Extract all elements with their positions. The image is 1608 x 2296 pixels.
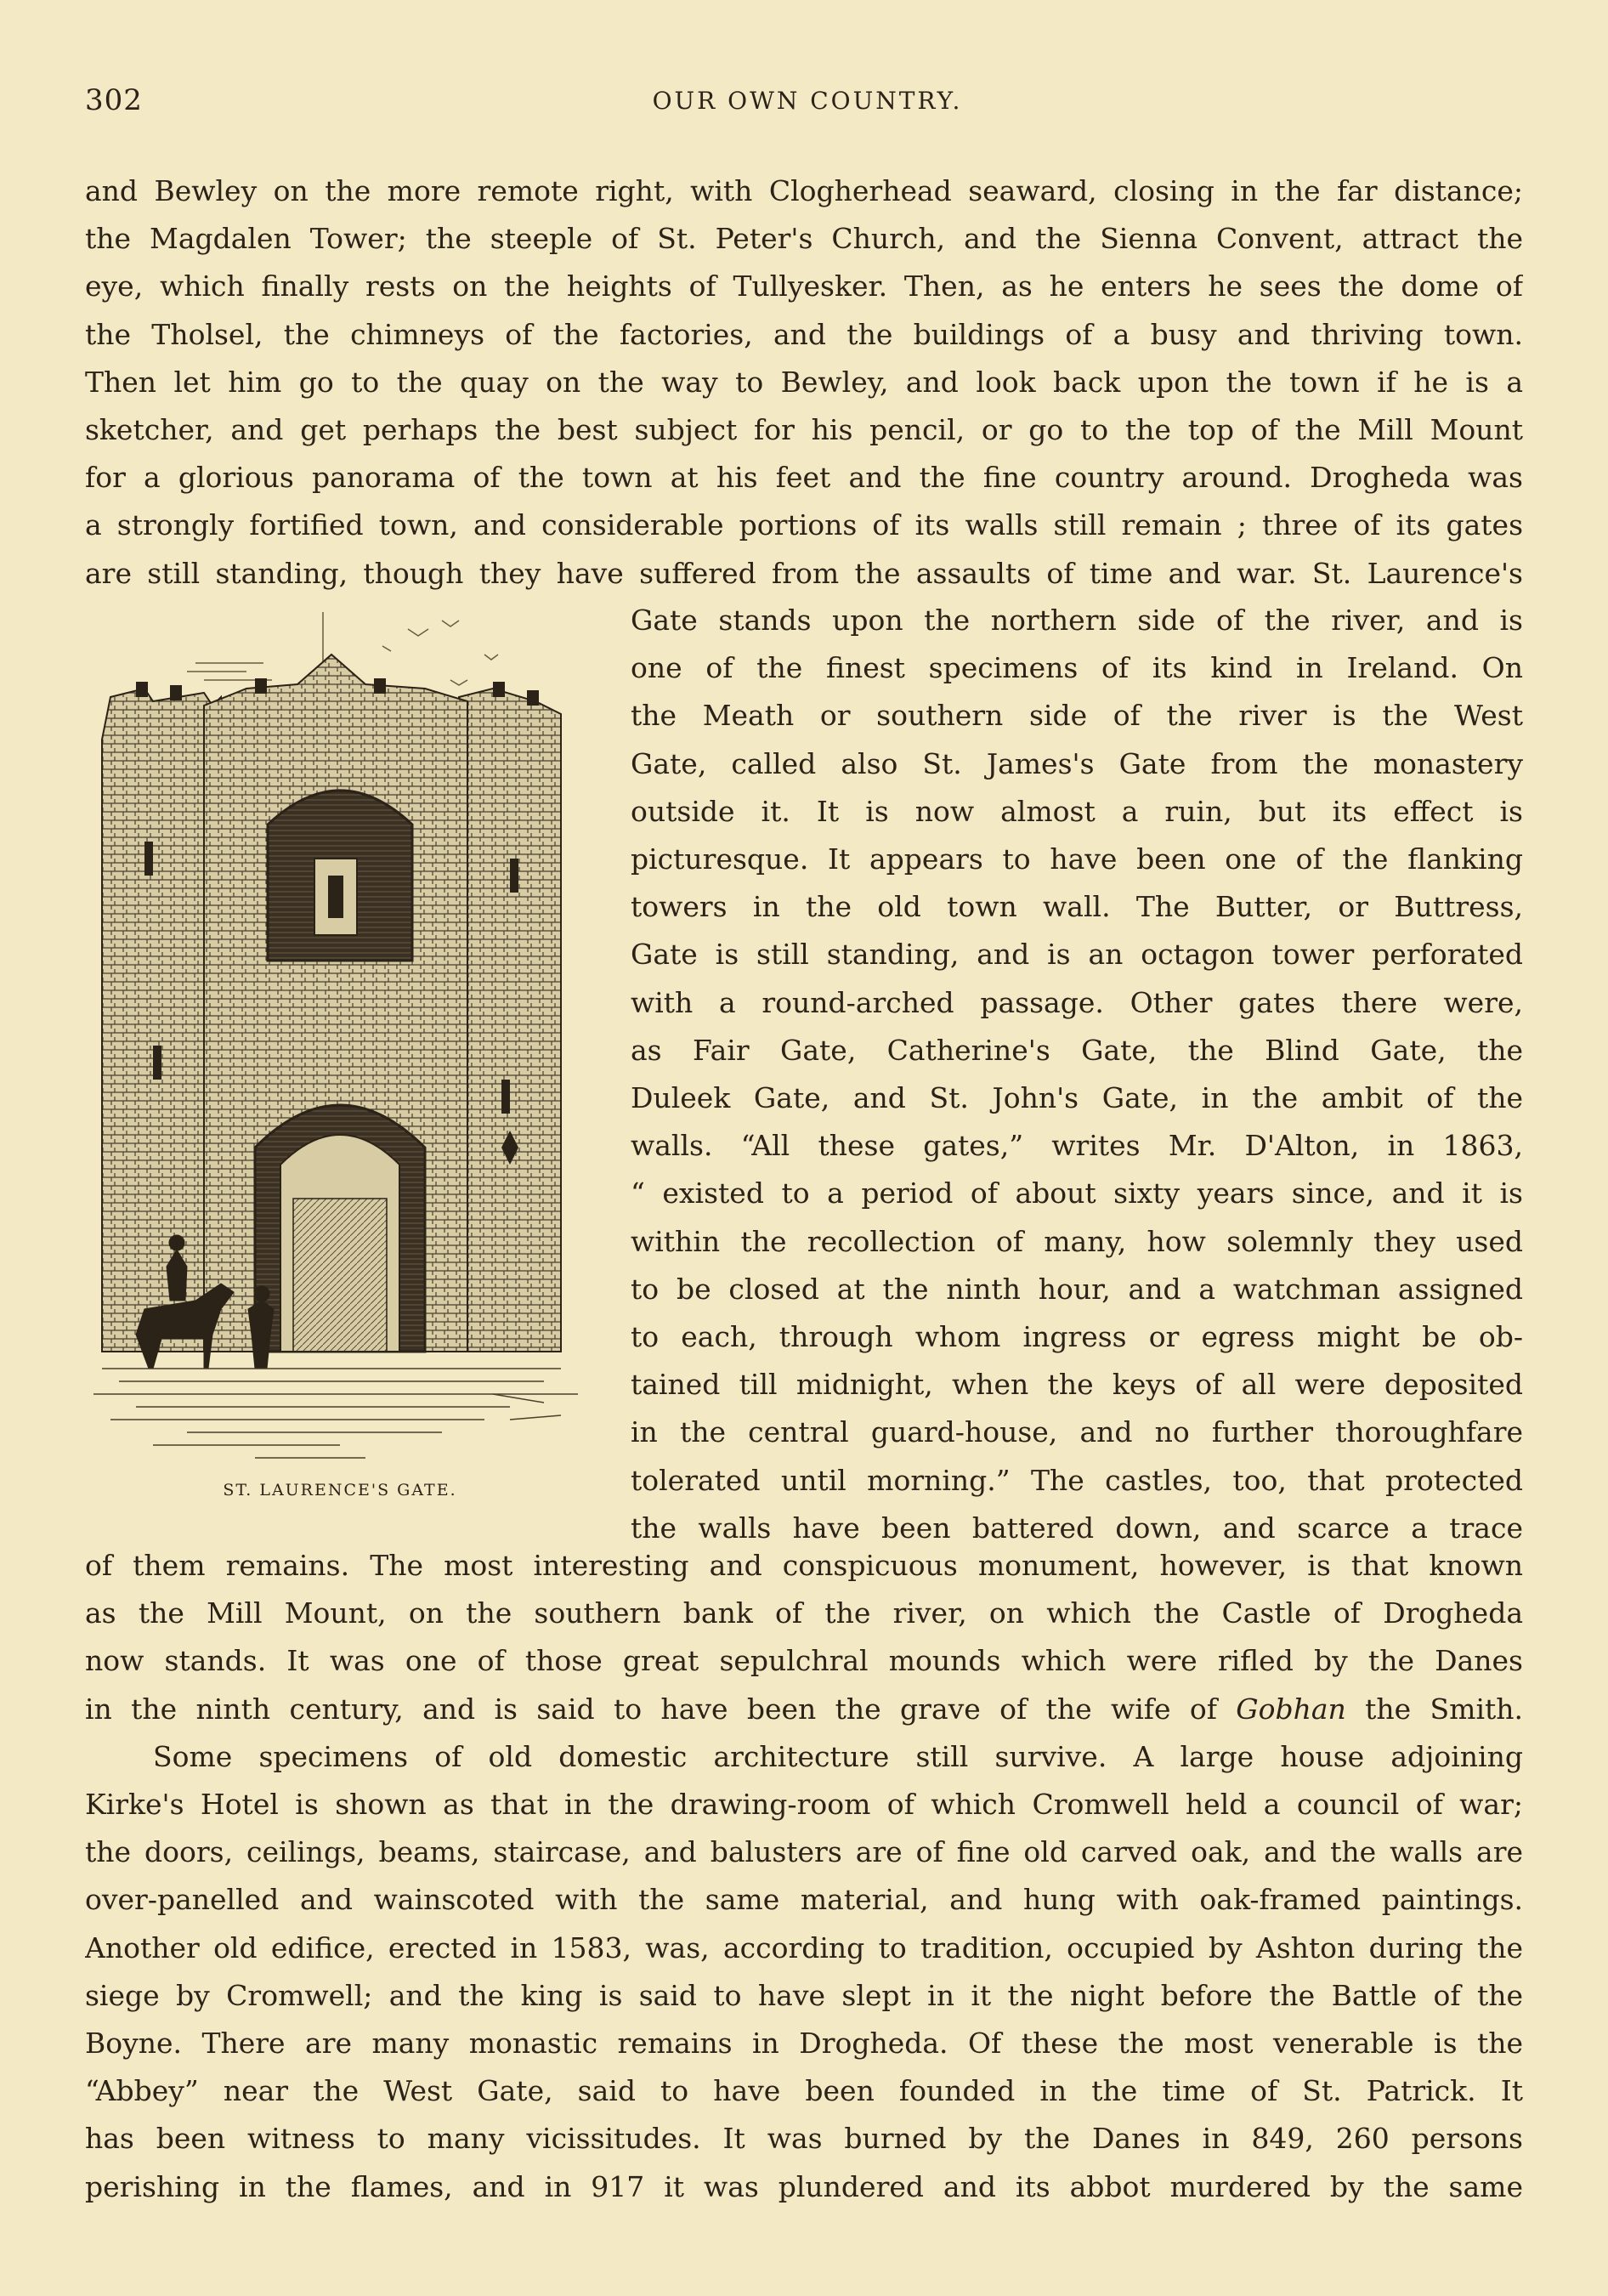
paragraph-side [631, 597, 1523, 1552]
text-line: Duleek Gate, and St. John's Gate, in the ambit of the [631, 1081, 1523, 1115]
text-line: Some specimens of old domestic architecture still survive. A large house adjoining [153, 1739, 1523, 1773]
text-line: walls. “All these gates,” writes Mr. D'Alton, in 1863, [631, 1129, 1523, 1163]
text-line: Gate, called also St. James's Gate from the monastery [631, 746, 1523, 780]
text-line: Then let him go to the quay on the way to Bewley, and look back upon the town if he is a [85, 365, 1523, 399]
text-line: the doors, ceilings, beams, staircase, and balusters are of fine old carved oak, and the walls are [85, 1835, 1523, 1869]
text-line: outside it. It is now almost a ruin, but its effect is [631, 794, 1523, 828]
text-line: one of the finest specimens of its kind in Ireland. On [631, 651, 1523, 685]
figure-caption: ST. LAURENCE'S GATE. [223, 1481, 457, 1499]
text-line: the Magdalen Tower; the steeple of St. Peter's Church, and the Sienna Convent, attract the [85, 222, 1523, 256]
text-line: of them remains. The most interesting and conspicuous monument, however, is that known [85, 1549, 1523, 1582]
text-line: the Meath or southern side of the river is the West [631, 699, 1523, 733]
page-number: 302 [85, 83, 143, 117]
text-line: to be closed at the ninth hour, and a watchman assigned [631, 1272, 1523, 1306]
text-line: with a round-arched passage. Other gates there were, [631, 985, 1523, 1019]
text-line: Kirke's Hotel is shown as that in the drawing-room of which Cromwell held a council of war; [85, 1788, 1523, 1822]
text-line: “Abbey” near the West Gate, said to have been founded in the time of St. Patrick. It [85, 2074, 1523, 2108]
text-line: has been witness to many vicissitudes. It was burned by the Danes in 849, 260 persons [85, 2122, 1523, 2156]
paragraph-bottom [85, 1542, 1523, 2211]
text-line: and Bewley on the more remote right, with Clogherhead seaward, closing in the far distance; [85, 174, 1523, 207]
text-line: towers in the old town wall. The Butter, or Buttress, [631, 890, 1523, 924]
text-line: as the Mill Mount, on the southern bank of the river, on which the Castle of Drogheda [85, 1596, 1523, 1630]
text-line: for a glorious panorama of the town at his feet and the fine country around. Drogheda was [85, 461, 1523, 495]
text-fragment: in the ninth century, and is said to have been the grave of the wife of [85, 1692, 1237, 1726]
text-line: Boyne. There are many monastic remains in Drogheda. Of these the most venerable is the [85, 2027, 1523, 2061]
gate-illustration [85, 604, 595, 1471]
text-line: eye, which finally rests on the heights of Tullyesker. Then, as he enters he sees the dome of [85, 269, 1523, 303]
text-line [85, 1686, 1523, 1733]
text-line: to each, through whom ingress or egress might be ob- [631, 1320, 1523, 1354]
text-line: Another old edifice, erected in 1583, was, according to tradition, occupied by Ashton during the [85, 1930, 1523, 1964]
text-line: a strongly fortified town, and considerable portions of its walls still remain ; three of its gates [85, 508, 1523, 542]
text-line: now stands. It was one of those great sepulchral mounds which were rifled by the Danes [85, 1644, 1523, 1678]
text-line: siege by Cromwell; and the king is said to have slept in it the night before the Battle of the [85, 1978, 1523, 2012]
text-line: in the central guard-house, and no further thoroughfare [631, 1415, 1523, 1449]
running-title: OUR OWN COUNTRY. [652, 87, 963, 115]
paragraph-top [85, 167, 1523, 598]
italic-name: Gobhan [1236, 1692, 1346, 1726]
text-line: over-panelled and wainscoted with the same material, and hung with oak-framed paintings. [85, 1883, 1523, 1917]
text-line: as Fair Gate, Catherine's Gate, the Blind Gate, the [631, 1033, 1523, 1067]
gate-engraving-icon [85, 604, 595, 1471]
running-head [85, 83, 1530, 126]
text-line: Gate stands upon the northern side of the river, and is [631, 604, 1523, 637]
text-line: the walls have been battered down, and scarce a trace [631, 1511, 1523, 1545]
text-line: perishing in the flames, and in 917 it was plundered and its abbot murdered by the same [85, 2169, 1523, 2203]
text-line: are still standing, though they have suffered from the assaults of time and war. St. Laurence's [85, 556, 1523, 590]
text-line: “ existed to a period of about sixty years since, and it is [631, 1176, 1523, 1210]
text-line: tained till midnight, when the keys of all were deposited [631, 1368, 1523, 1402]
text-line: picturesque. It appears to have been one of the flanking [631, 842, 1523, 876]
text-line: tolerated until morning.” The castles, too, that protected [631, 1463, 1523, 1497]
text-line: Gate is still standing, and is an octagon tower perforated [631, 938, 1523, 972]
text-line: the Tholsel, the chimneys of the factories, and the buildings of a busy and thriving town. [85, 317, 1523, 351]
text-line: within the recollection of many, how solemnly they used [631, 1224, 1523, 1258]
text-fragment: the Smith. [1345, 1692, 1523, 1726]
text-line: sketcher, and get perhaps the best subject for his pencil, or go to the top of the Mill Mount [85, 413, 1523, 447]
